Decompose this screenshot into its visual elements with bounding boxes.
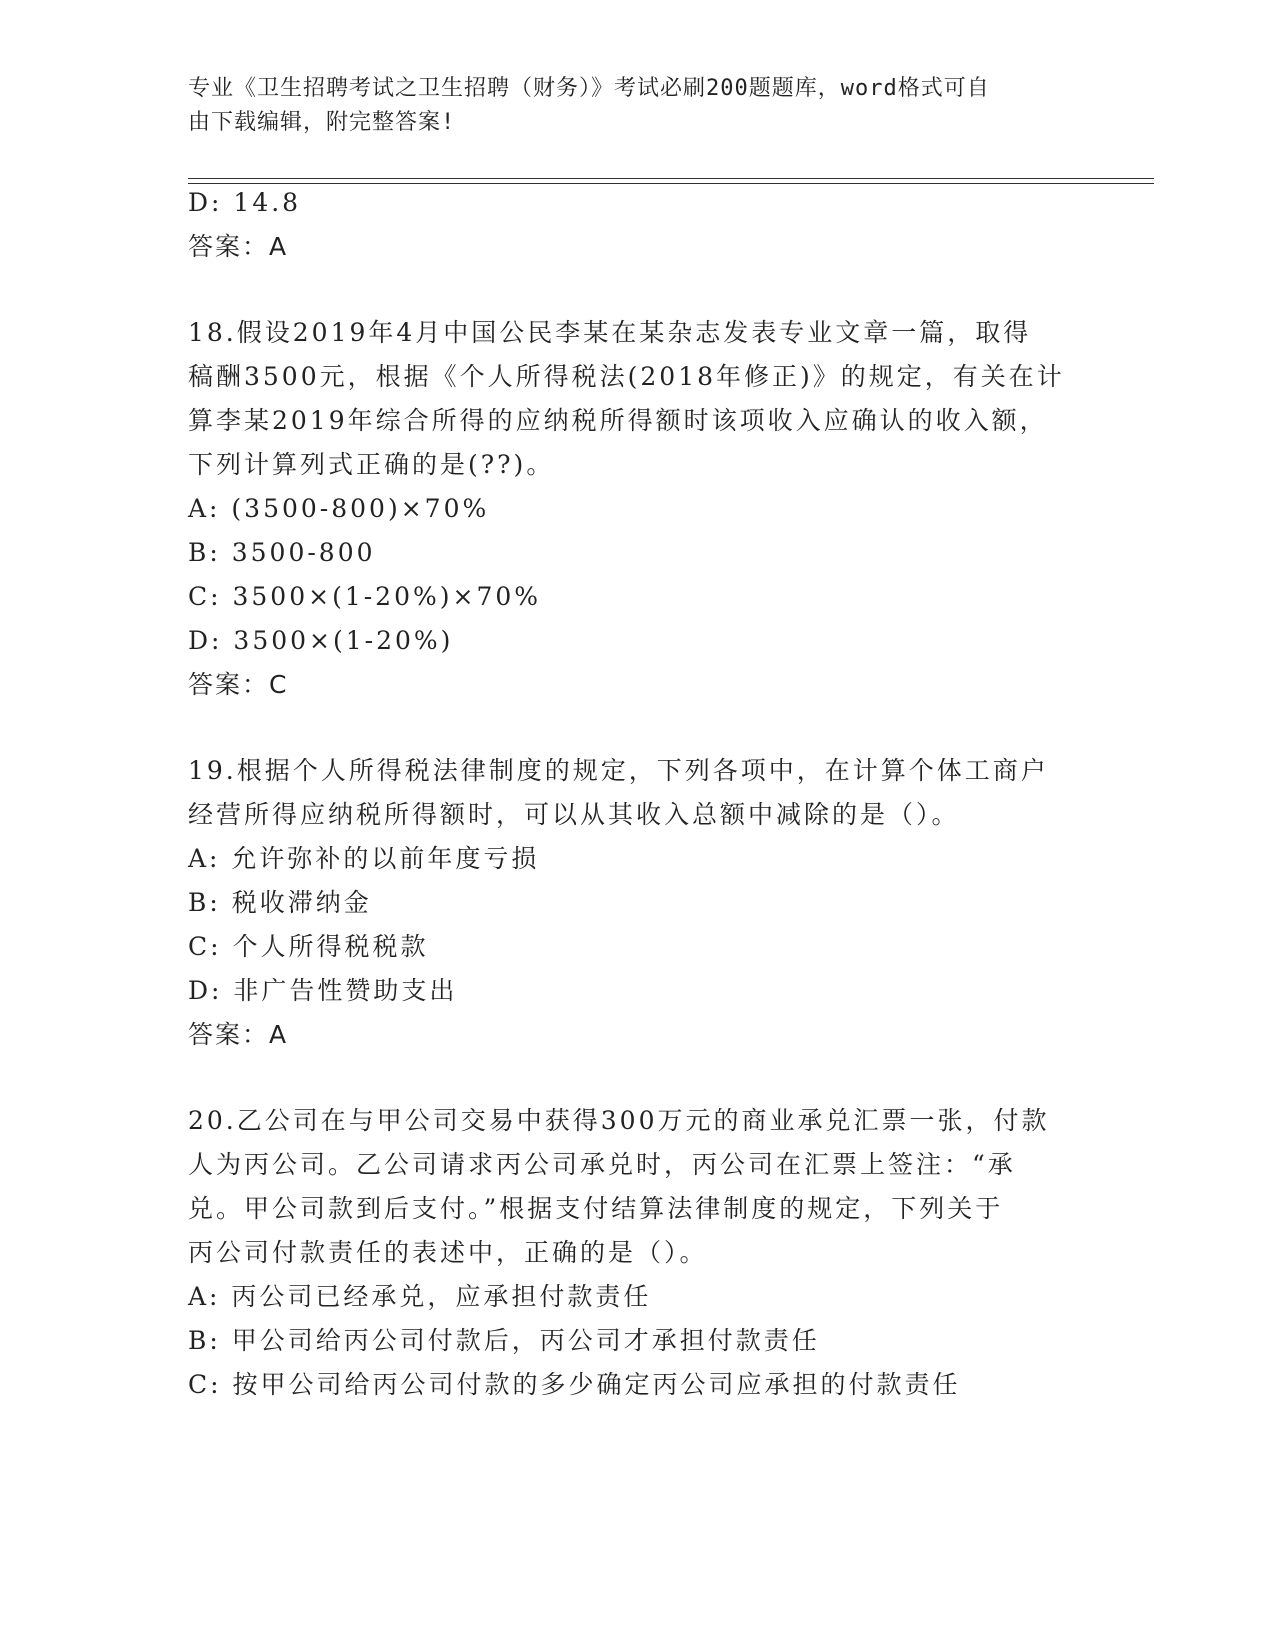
q18-stem-line-1: 18.假设2019年4月中国公民李某在某杂志发表专业文章一篇，取得 bbox=[188, 318, 1032, 347]
q18-stem-line-4: 下列计算列式正确的是(??)。 bbox=[188, 450, 555, 479]
page-header bbox=[188, 72, 1068, 140]
q18-stem-line-3: 算李某2019年综合所得的应纳税所得额时该项收入应确认的收入额， bbox=[188, 406, 1048, 435]
q19-stem-line-2: 经营所得应纳税所得额时，可以从其收入总额中减除的是（）。 bbox=[188, 800, 960, 829]
q20-option-a: A: 丙公司已经承兑，应承担付款责任 bbox=[188, 1282, 652, 1311]
q20-stem-line-3: 兑。甲公司款到后支付。”根据支付结算法律制度的规定，下列关于 bbox=[188, 1194, 1004, 1223]
q18-answer: 答案：C bbox=[188, 670, 289, 699]
q20-stem-line-2: 人为丙公司。乙公司请求丙公司承兑时，丙公司在汇票上签注：“承 bbox=[188, 1150, 1016, 1179]
q18-option-d: D: 3500×(1-20%) bbox=[188, 626, 454, 655]
q17-answer: 答案：A bbox=[188, 232, 289, 261]
q19-stem-line-1: 19.根据个人所得税法律制度的规定，下列各项中，在计算个体工商户 bbox=[188, 756, 1049, 785]
q19-answer: 答案：A bbox=[188, 1020, 289, 1049]
q19-option-c: C: 个人所得税税款 bbox=[188, 932, 429, 961]
q19-option-a: A: 允许弥补的以前年度亏损 bbox=[188, 844, 540, 873]
q17-option-d: D: 14.8 bbox=[188, 188, 302, 217]
q20-stem-line-1: 20.乙公司在与甲公司交易中获得300万元的商业承兑汇票一张，付款 bbox=[188, 1106, 1050, 1135]
q20-option-b: B: 甲公司给丙公司付款后，丙公司才承担付款责任 bbox=[188, 1326, 820, 1355]
header-line-1: 专业《卫生招聘考试之卫生招聘（财务）》考试必刷200题题库，word格式可自 bbox=[188, 76, 990, 101]
q20-option-c: C: 按甲公司给丙公司付款的多少确定丙公司应承担的付款责任 bbox=[188, 1370, 961, 1399]
q19-option-d: D: 非广告性赞助支出 bbox=[188, 976, 458, 1005]
q18-option-c: C: 3500×(1-20%)×70% bbox=[188, 582, 542, 611]
q20-stem-line-4: 丙公司付款责任的表述中，正确的是（）。 bbox=[188, 1238, 708, 1267]
q19-option-b: B: 税收滞纳金 bbox=[188, 888, 372, 917]
header-divider-top bbox=[188, 178, 1154, 179]
header-line-2: 由下载编辑，附完整答案! bbox=[188, 110, 456, 135]
q18-option-a: A: (3500-800)×70% bbox=[188, 494, 490, 523]
header-divider-bottom bbox=[188, 183, 1154, 184]
q18-stem-line-2: 稿酬3500元，根据《个人所得税法(2018年修正)》的规定，有关在计 bbox=[188, 362, 1065, 391]
q18-option-b: B: 3500-800 bbox=[188, 538, 376, 567]
